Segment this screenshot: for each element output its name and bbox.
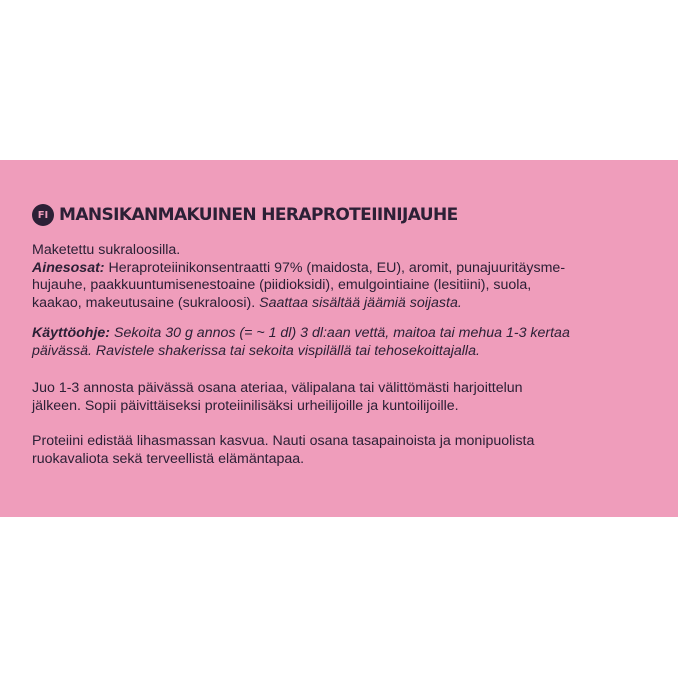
ingredients-line-3 <box>32 295 662 313</box>
usage-line-1 <box>32 325 662 343</box>
serving-line-1: Juo 1-3 annosta päivässä osana ateriaa, välipalana tai välittömästi harjoittelun <box>32 380 523 396</box>
claim-line-2: ruokavaliota sekä terveellistä elämäntapaa. <box>32 450 305 467</box>
ingredients-text-3: kaakao, makeutusaine (sukraloosi). <box>32 294 256 311</box>
language-badge: FI <box>32 204 54 226</box>
ingredients-text-1: Heraproteiinikonsentraatti 97% (maidosta, EU), aromit, punajuuritäysme- <box>108 259 566 276</box>
usage-block <box>32 325 662 360</box>
usage-line-2: päivässä. Ravistele shakerissa tai sekoita vispilällä tai tehosekoittajalla. <box>32 342 480 359</box>
ingredients-line-2: hujauhe, paakkuuntumisenestoaine (piidioksidi), emulgointiaine (lesitiini), suola, <box>32 277 532 294</box>
ingredients-line-1 <box>32 260 662 278</box>
claim-block <box>32 433 662 468</box>
product-label-panel <box>0 160 678 517</box>
ingredients-label: Ainesosat: <box>32 259 105 276</box>
sweetened-note: Maketettu sukraloosilla. <box>32 242 181 258</box>
usage-text-1: Sekoita 30 g annos (= ~ 1 dl) 3 dl:aan vettä, maitoa tai mehua 1-3 kertaa <box>113 325 570 341</box>
claim-line-1: Proteiini edistää lihasmassan kasvua. Nauti osana tasapainoista ja monipuolista <box>32 433 535 449</box>
label-header <box>32 204 458 226</box>
serving-line-2: jälkeen. Sopii päivittäiseksi proteiinilisäksi urheilijoille ja kuntoilijoille. <box>32 397 459 414</box>
usage-label: Käyttöohje: <box>32 325 111 341</box>
allergen-note: Saattaa sisältää jäämiä soijasta. <box>259 294 462 311</box>
ingredients-block <box>32 242 662 312</box>
product-title: MANSIKANMAKUINEN HERAPROTEIINIJAUHE <box>59 205 458 225</box>
serving-block <box>32 380 662 415</box>
